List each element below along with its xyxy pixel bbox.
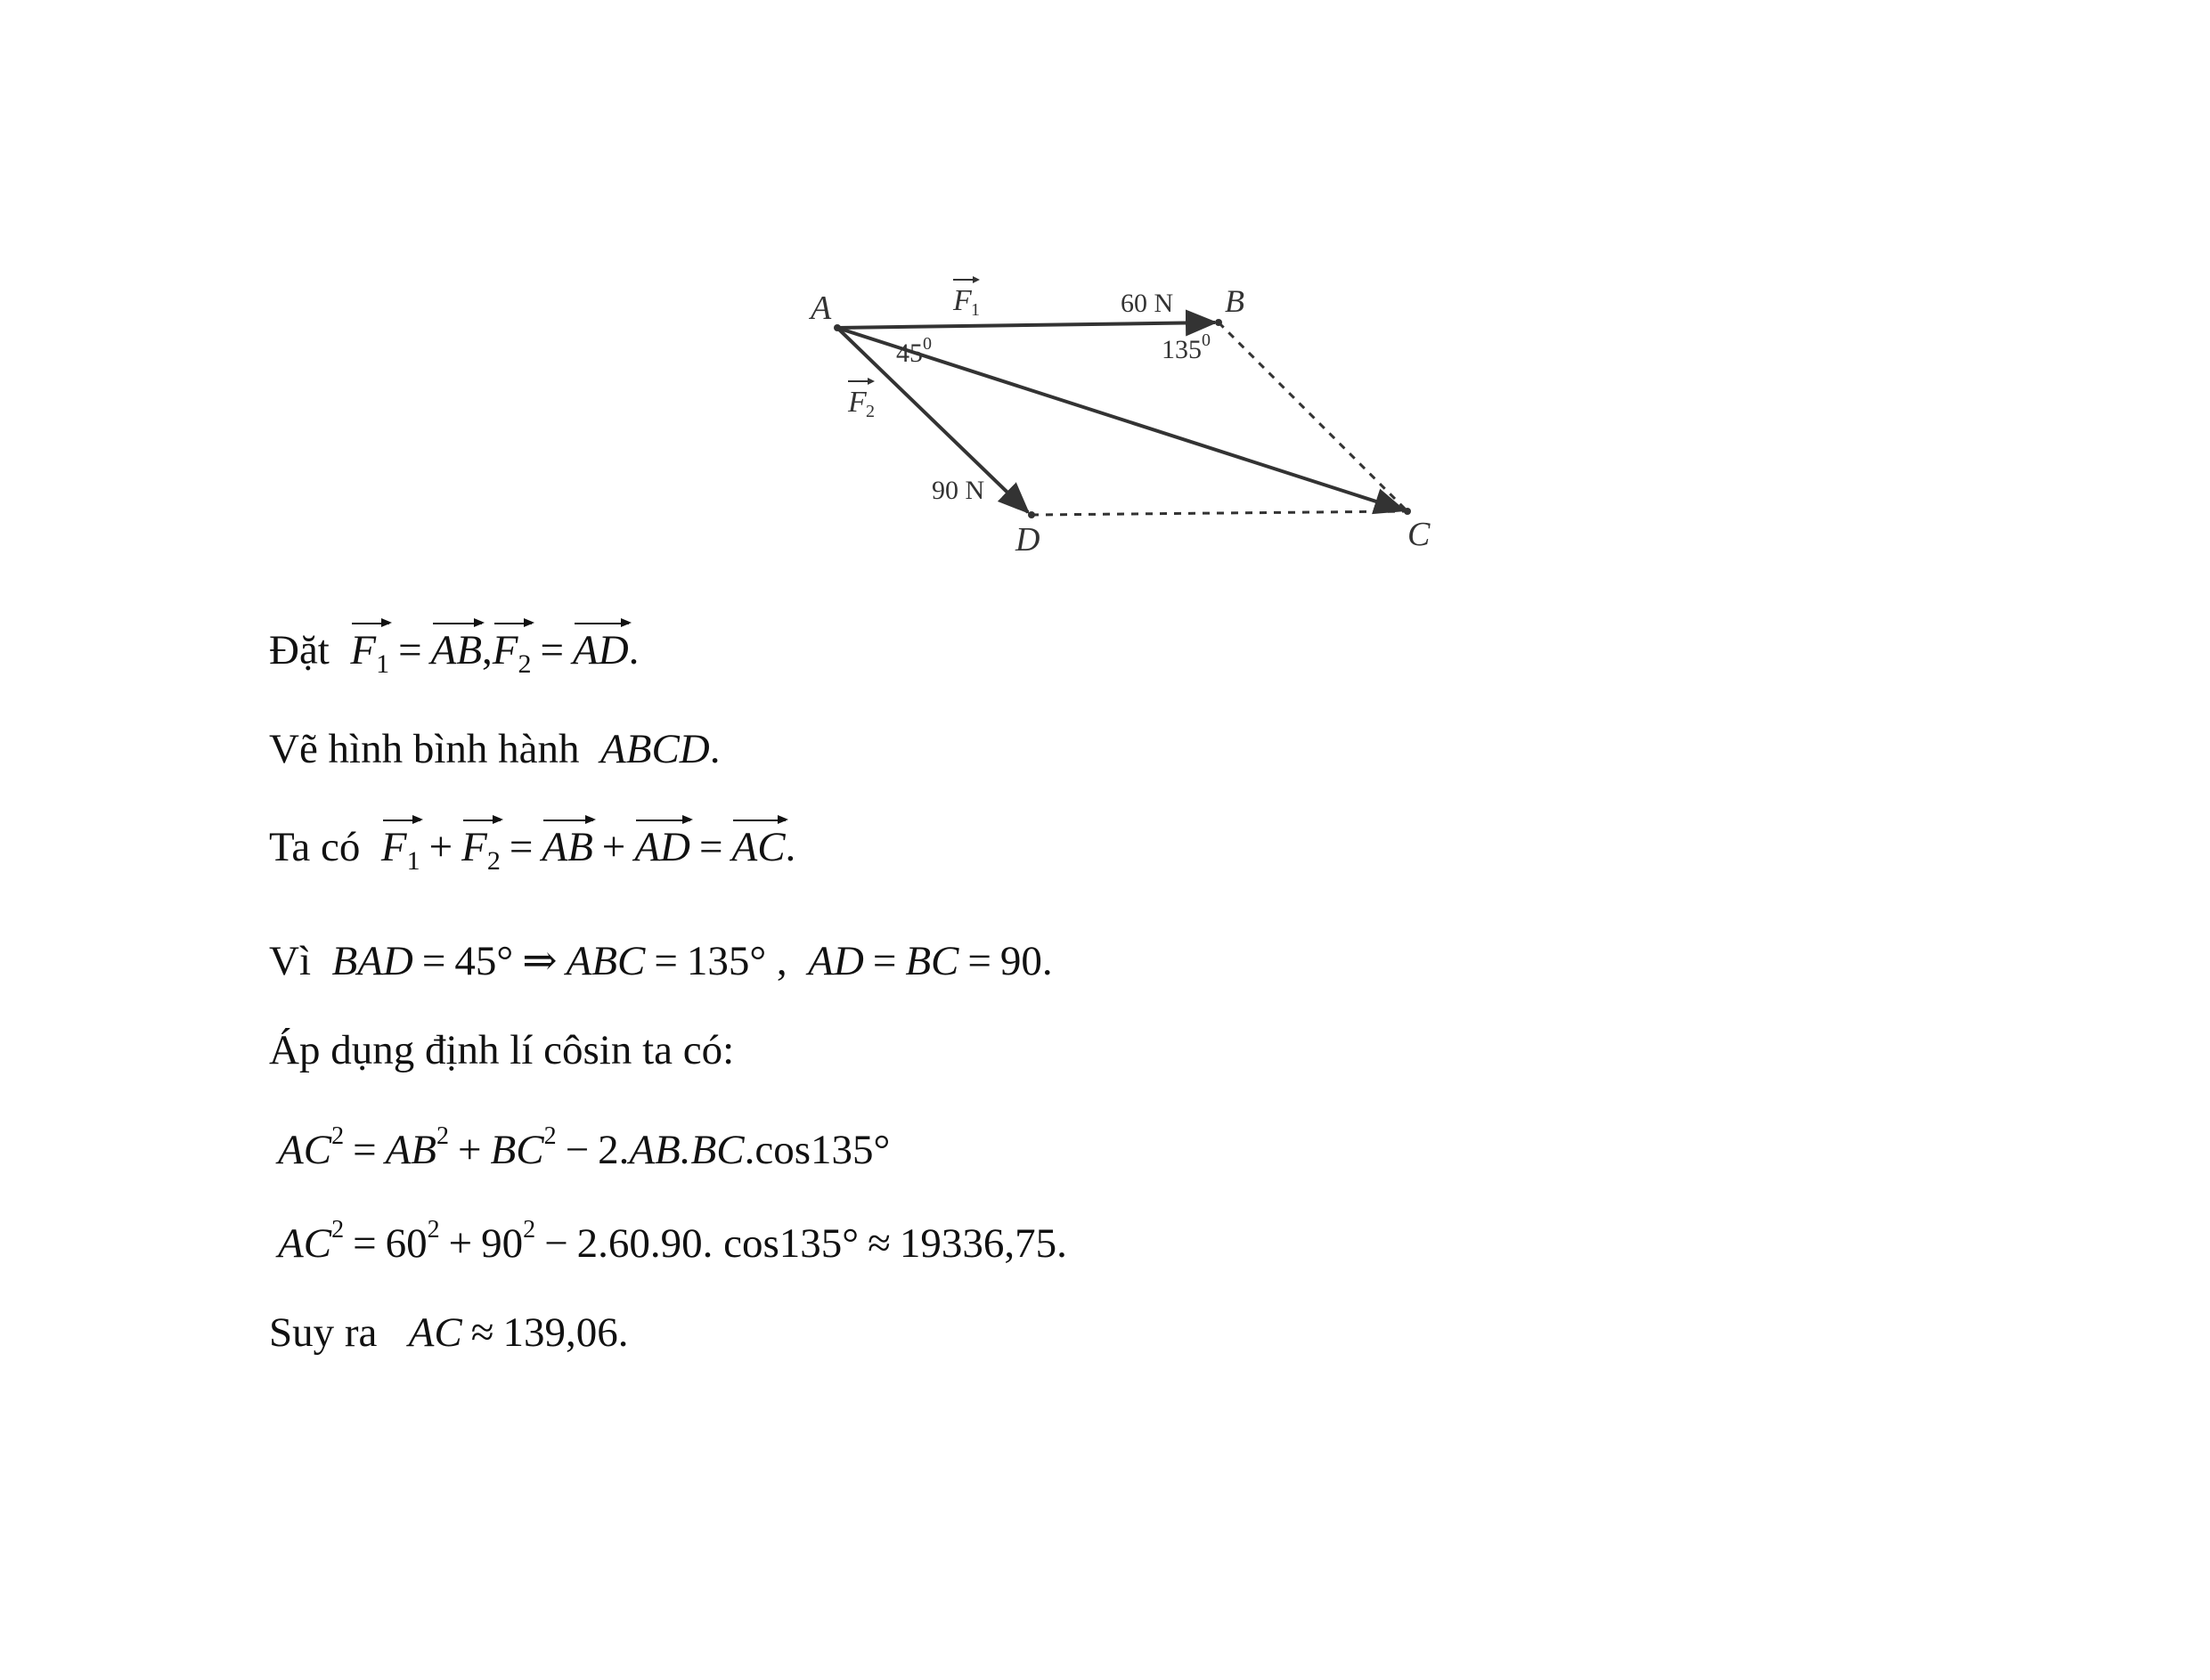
edge-dc [1032,511,1407,515]
label-f1 [952,276,980,320]
svg-text:2: 2 [866,402,875,421]
text-line-1: Đặt $F_1 = AB,F_2$ = AD. [269,627,640,679]
text-line-2: Vẽ hình bình hành ABCD. [269,726,721,772]
angle-a-label: $45^0$ [896,334,932,368]
angle-b-label: $135^0$ [1162,330,1211,364]
force-ad-label: 90 N [932,476,985,505]
svg-text:F: F [848,386,867,419]
svg-text:F: F [953,284,972,317]
text-line-7: $AC^2 = 60^2 + 90^2 - 2.60.90$. cos135° ≈ 19336,75. [278,1216,1067,1267]
text-line-4: Vì BAD = 45° ⇒ ABC = 135° , AD = BC = 90. [269,938,1053,984]
parallelogram-figure [784,258,1461,579]
text-line-8: Suy ra AC ≈ 139,06. [269,1309,629,1356]
label-d: D [1015,521,1040,559]
text-line-3: Ta có $F_1 + F_2$ = AB + AD = AC. [269,824,796,876]
vector-ab [837,322,1215,328]
label-a: A [811,290,832,327]
text-line-5: Áp dụng định lí côsin ta có: [269,1027,735,1073]
svg-text:1: 1 [971,300,980,320]
text-line-6: $AC^2 = AB^2 + BC^2 - 2.AB.BC.\cos 135^\circ$ [278,1122,891,1173]
label-c: C [1407,516,1431,553]
force-ab-label: 60 N [1121,289,1174,318]
label-f2 [847,378,875,421]
label-b: B [1225,283,1244,319]
